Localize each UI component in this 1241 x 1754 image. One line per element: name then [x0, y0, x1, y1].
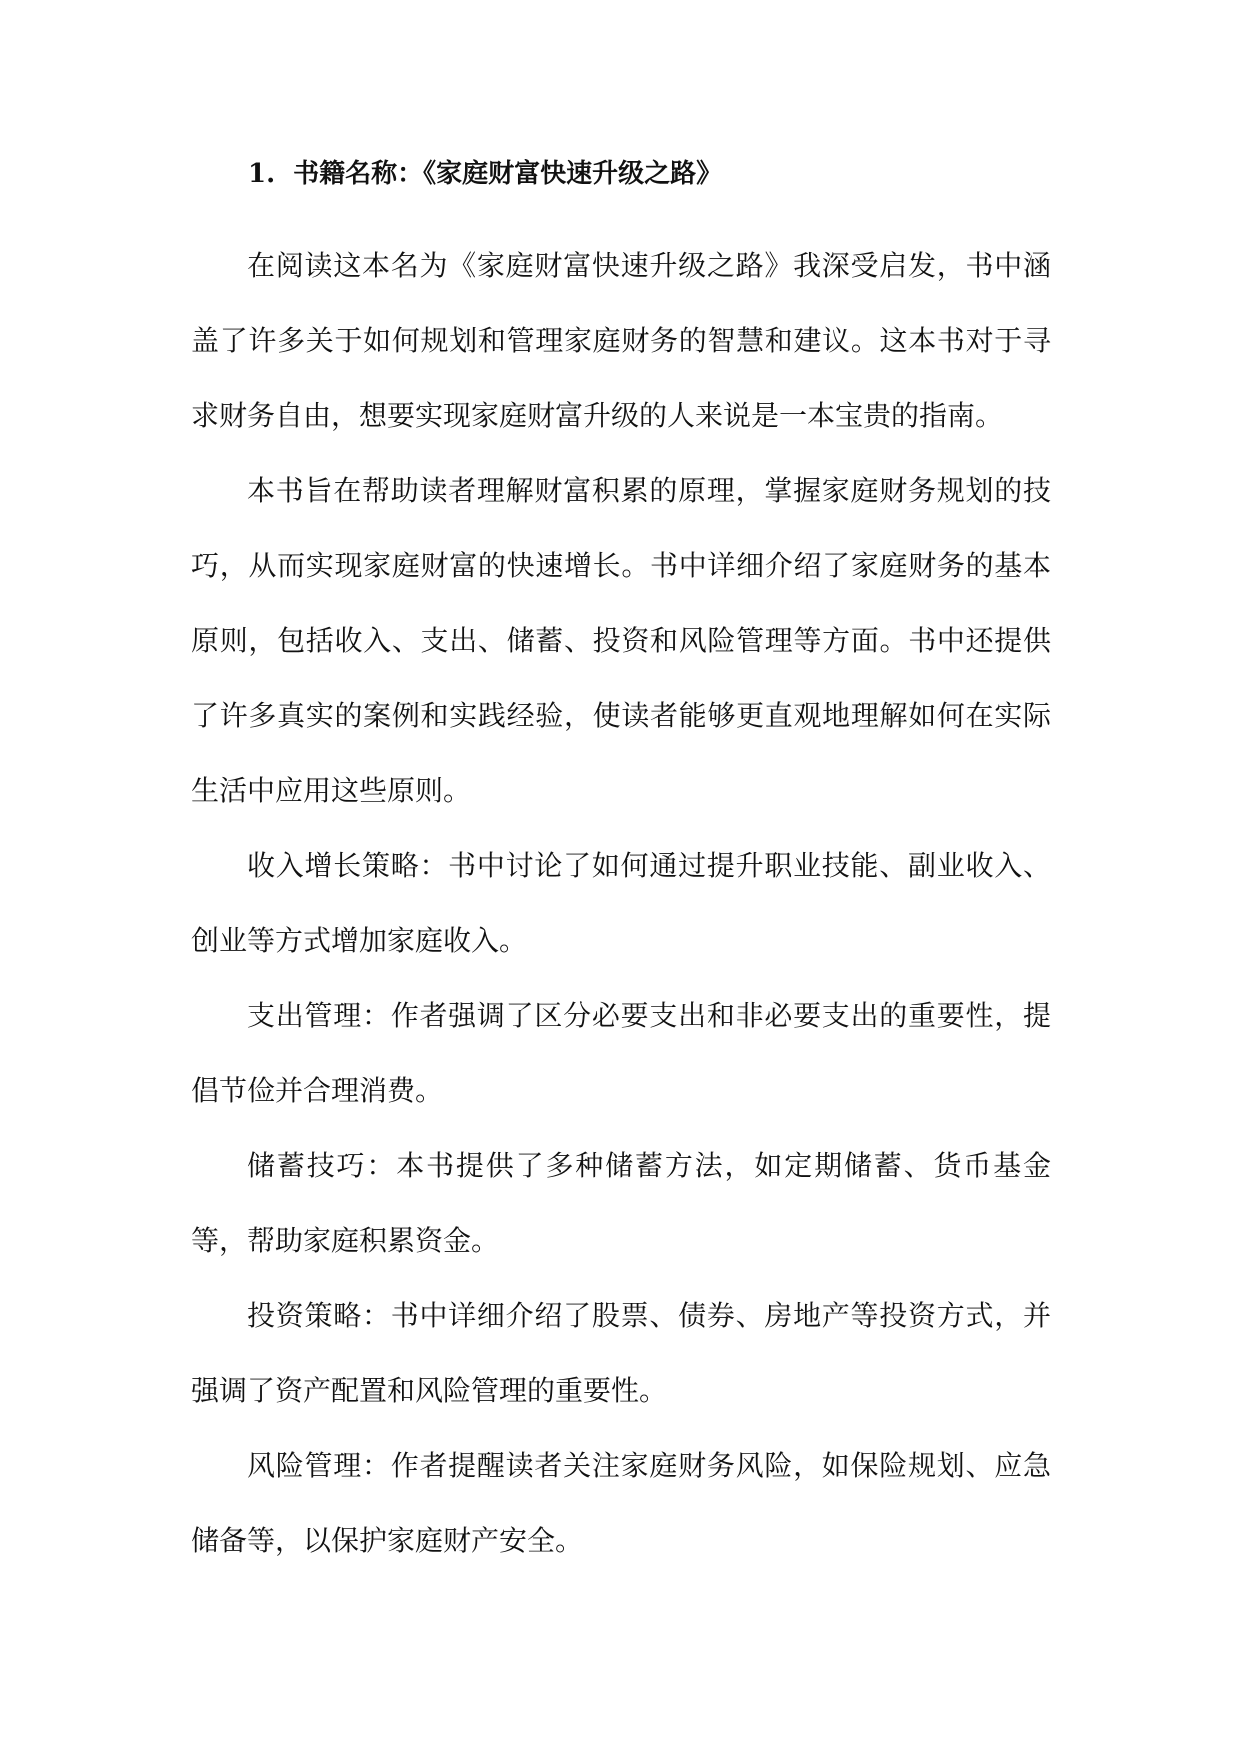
heading-title: 书籍名称：《家庭财富快速升级之路》 — [293, 159, 723, 189]
book-title-heading — [248, 150, 722, 198]
paragraph-investment-strategy: 投资策略：书中详细介绍了股票、债券、房地产等投资方式，并强调了资产配置和风险管理的重要性。 — [191, 1299, 1051, 1407]
paragraph-overview: 本书旨在帮助读者理解财富积累的原理，掌握家庭财务规划的技巧，从而实现家庭财富的快速增长。书中详细介绍了家庭财务的基本原则，包括收入、支出、储蓄、投资和风险管理等方面。书中还提供了许多真实的案例和实践经验，使读者能够更直观地理解如何在实际生活中应用这些原则。 — [191, 474, 1051, 807]
paragraph-income-strategy: 收入增长策略：书中讨论了如何通过提升职业技能、副业收入、创业等方式增加家庭收入。 — [191, 849, 1051, 957]
document-body — [191, 228, 1051, 1578]
paragraph-risk-management: 风险管理：作者提醒读者关注家庭财务风险，如保险规划、应急储备等，以保护家庭财产安全。 — [191, 1449, 1051, 1557]
heading-number: 1. — [248, 159, 276, 189]
paragraph-expense-management: 支出管理：作者强调了区分必要支出和非必要支出的重要性，提倡节俭并合理消费。 — [191, 999, 1051, 1107]
paragraph-savings-tips: 储蓄技巧：本书提供了多种储蓄方法，如定期储蓄、货币基金等，帮助家庭积累资金。 — [191, 1149, 1051, 1257]
paragraph-intro: 在阅读这本名为《家庭财富快速升级之路》我深受启发，书中涵盖了许多关于如何规划和管理家庭财务的智慧和建议。这本书对于寻求财务自由，想要实现家庭财富升级的人来说是一本宝贵的指南。 — [191, 249, 1051, 432]
